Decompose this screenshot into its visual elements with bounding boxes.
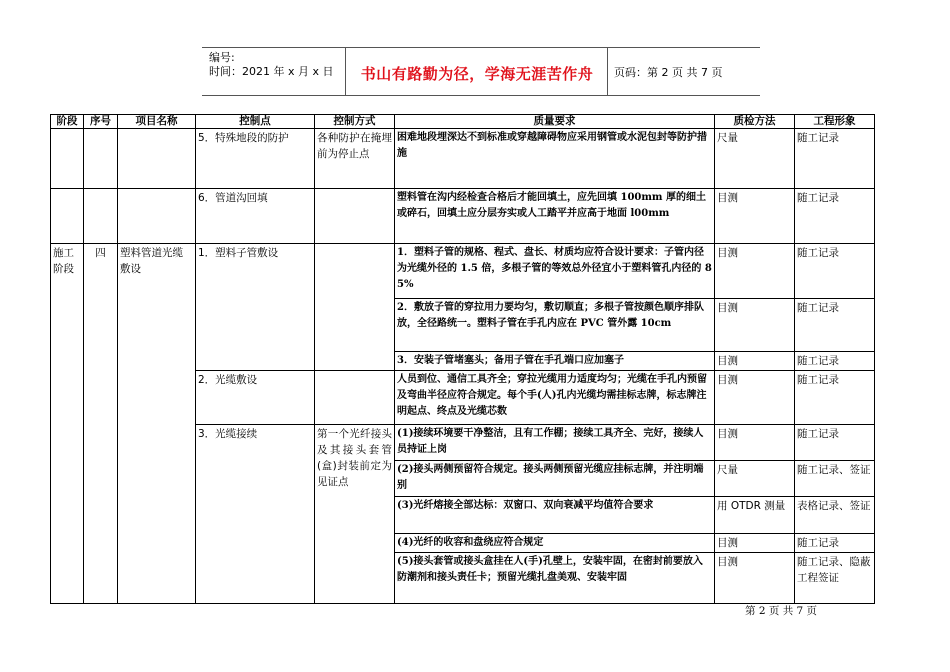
header-top-rule — [202, 47, 760, 48]
quality-requirement-cell: 3．安装子管堵塞头；备用子管在手孔端口应加塞子 — [395, 352, 715, 371]
header-bottom-rule — [202, 95, 760, 96]
project-image-cell: 随工记录、签证 — [795, 461, 875, 497]
header-divider-left — [345, 47, 346, 95]
check-method-cell: 目测 — [715, 371, 795, 425]
check-method-cell: 目测 — [715, 244, 795, 299]
header-divider-right — [607, 47, 608, 95]
quality-requirement-cell: (1)接续环境要干净整洁，且有工作棚；接续工具齐全、完好，接续人员持证上岗 — [395, 425, 715, 461]
project-image-cell: 随工记录 — [795, 299, 875, 352]
column-header-project-image: 工程形象 — [795, 115, 875, 129]
project-image-cell: 随工记录 — [795, 189, 875, 244]
control-point-cell: 5．特殊地段的防护 — [196, 129, 315, 189]
check-method-cell: 目测 — [715, 299, 795, 352]
column-header-stage: 阶段 — [51, 115, 84, 129]
check-method-cell: 目测 — [715, 352, 795, 371]
quality-control-table — [50, 114, 875, 604]
control-method-cell: 第一个光纤接头及其接头套管(盒)封装前定为见证点 — [315, 425, 395, 604]
control-method-cell: 各种防护在掩埋前为停止点 — [315, 129, 395, 189]
quality-requirement-cell: (4)光纤的收容和盘绕应符合规定 — [395, 534, 715, 553]
control-point-cell: 6．管道沟回填 — [196, 189, 315, 244]
project-image-cell: 表格记录、签证 — [795, 497, 875, 534]
quality-requirement-cell: 1．塑料子管的规格、程式、盘长、材质均应符合设计要求：子管内径为光缆外径的 1.5 倍，多根子管的等效总外径宜小于塑料管孔内径的 85% — [395, 244, 715, 299]
table-row — [51, 189, 875, 244]
quality-requirement-cell: 人员到位、通信工具齐全；穿拉光缆用力适度均匀；光缆在手孔内预留及弯曲半径应符合规定。每个手(人)孔内光缆均需挂标志牌，标志牌注明起点、终点及光缆芯数 — [395, 371, 715, 425]
column-header-quality-req: 质量要求 — [395, 115, 715, 129]
project-image-cell: 随工记录 — [795, 371, 875, 425]
check-method-cell: 目测 — [715, 425, 795, 461]
quality-requirement-cell: 2．敷放子管的穿拉用力要均匀，敷切顺直；多根子管按颜色顺序排队放，全径路统一。塑料子管在手孔内应在 PVC 管外露 10cm — [395, 299, 715, 352]
project-image-cell: 随工记录 — [795, 352, 875, 371]
column-header-check-method: 质检方法 — [715, 115, 795, 129]
check-method-cell: 目测 — [715, 534, 795, 553]
control-point-cell: 2．光缆敷设 — [196, 371, 315, 425]
control-point-cell: 1．塑料子管敷设 — [196, 244, 315, 371]
check-method-cell: 目测 — [715, 189, 795, 244]
document-date: 时间：2021 年 x 月 x 日 — [209, 65, 334, 78]
table-header-row — [51, 115, 875, 129]
page-footer: 第 2 页 共 7 页 — [745, 605, 818, 617]
column-header-seq: 序号 — [84, 115, 118, 129]
project-name-cell: 塑料管道光缆敷设 — [118, 244, 196, 604]
project-image-cell: 随工记录、隐蔽工程签证 — [795, 553, 875, 604]
sequence-cell: 四 — [84, 244, 118, 604]
quality-requirement-cell: (5)接头套管或接头盒挂在人(手)孔壁上，安装牢固，在密封前要放入防潮剂和接头责任卡；预留光缆扎盘美观、安装牢固 — [395, 553, 715, 604]
document-number-label: 编号: — [209, 51, 235, 64]
stage-cell: 施工阶段 — [51, 244, 84, 604]
check-method-cell: 尺量 — [715, 129, 795, 189]
control-point-cell: 3．光缆接续 — [196, 425, 315, 604]
control-method-cell — [315, 189, 395, 244]
project-image-cell: 随工记录 — [795, 534, 875, 553]
project-image-cell: 随工记录 — [795, 244, 875, 299]
check-method-cell: 尺量 — [715, 461, 795, 497]
project-image-cell: 随工记录 — [795, 129, 875, 189]
project-image-cell: 随工记录 — [795, 425, 875, 461]
column-header-control-method: 控制方式 — [315, 115, 395, 129]
check-method-cell: 用 OTDR 测量 — [715, 497, 795, 534]
page-indicator: 页码：第 2 页 共 7 页 — [614, 66, 723, 79]
quality-requirement-cell: (3)光纤熔接全部达标：双窗口、双向衰减平均值符合要求 — [395, 497, 715, 534]
motto-banner: 书山有路勤为径，学海无涯苦作舟 — [360, 65, 594, 83]
quality-requirement-cell: (2)接头两侧预留符合规定。接头两侧预留光缆应挂标志牌，并注明端别 — [395, 461, 715, 497]
table-row — [51, 129, 875, 189]
quality-requirement-cell: 塑料管在沟内经检查合格后才能回填土，应先回填 100mm 厚的细土或碎石，回填土应分层夯实或人工踏平并应高于地面 l00mm — [395, 189, 715, 244]
check-method-cell: 目测 — [715, 553, 795, 604]
column-header-project: 项目名称 — [118, 115, 196, 129]
table-row — [51, 244, 875, 299]
quality-requirement-cell: 困难地段埋深达不到标准或穿越障碍物应采用钢管或水泥包封等防护措施 — [395, 129, 715, 189]
column-header-control-point: 控制点 — [196, 115, 315, 129]
